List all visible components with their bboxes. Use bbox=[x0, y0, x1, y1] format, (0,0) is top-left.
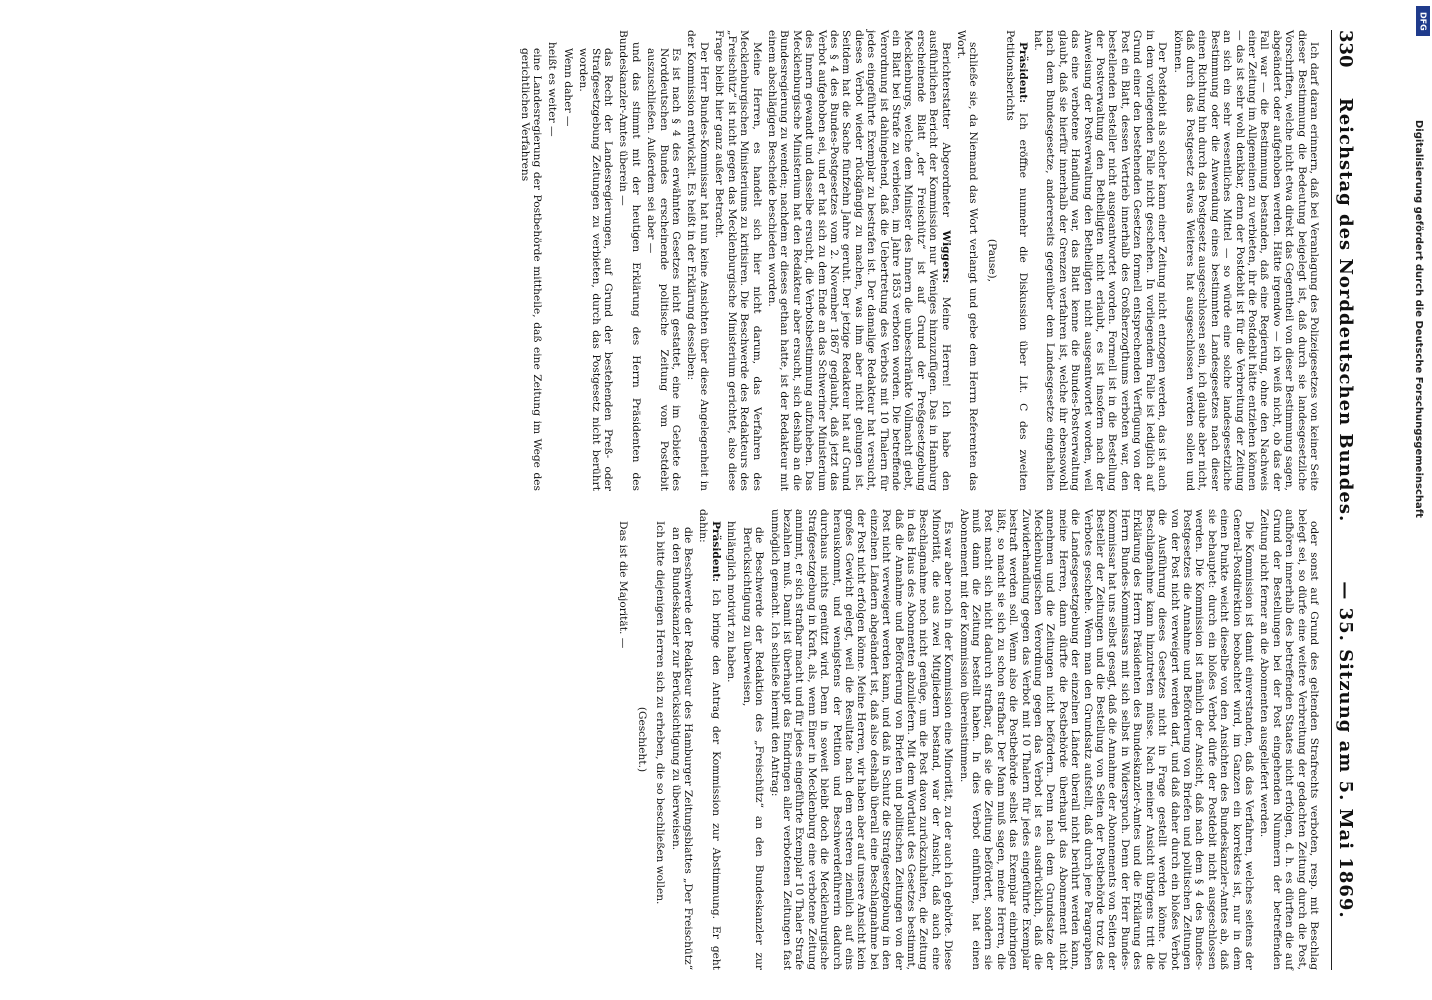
speaker-name: Präsident: bbox=[1016, 42, 1029, 104]
motion: die Beschwerde der Redaktion des „Freischütz“ an den Bundeskanzler zur Berücksichtigung zu überweisen, bbox=[740, 527, 766, 970]
pause-note: (Pause), bbox=[985, 238, 998, 283]
header-title-left: Reichstag des Norddeutschen Bundes. bbox=[1335, 97, 1357, 523]
page-number: 330 bbox=[1335, 30, 1357, 68]
digitization-credit: Digitalisierung gefördert durch die Deutsche Forschungsgemeinschaft bbox=[1413, 120, 1424, 518]
running-head bbox=[1331, 30, 1360, 970]
quote: das Recht der Landesregierungen, auf Grund der bestehenden Preß- oder Strafgesetzgebung Zeitungen zu verbieten, durch das Postgesetz nicht berührt worden. bbox=[577, 48, 615, 491]
paragraph: schließe sie, da Niemand das Wort verlangt und gebe dem Herrn Referenten das Wort. bbox=[955, 30, 980, 491]
header-title-right: — 35. Sitzung am 5. Mai 1869. bbox=[1335, 581, 1357, 919]
speaker-name: Wiggers: bbox=[939, 230, 952, 284]
left-column bbox=[66, 30, 1320, 491]
quote: Wenn daher — bbox=[561, 48, 574, 127]
speaker-text: Ich bringe den Antrag der Kommission zur Abstimmung. Er geht dahin: bbox=[697, 509, 722, 970]
speech bbox=[766, 30, 952, 491]
document-page bbox=[66, 30, 1366, 970]
text-columns bbox=[66, 30, 1320, 970]
paragraph: Ich darf daran erinnern, daß bei Veranlagung des Polizeigesetzes von keiner Seite dieser Bestimmung die Bedeutung beigelegt ist, daß durch sie landesgesetzliche Vorschriften, welche nicht etwa direkt das Gegentheil von dieser Bestimmung sagen, abgeändert oder aufgehoben werden. Hätte irgendwo — ich weiß nicht, ob das der Fall war — die Bestimmung bestanden, daß eine Regierung, ohne den Nachweis einer Zeitung im Allgemeinen zu verbieten, ihr die Postdebit hätte entziehen können — das ist sehr wohl denkbar, denn der Postdebit ist für die Verbreitung der Zeitung an sich ein sehr wesentliches Mittel — so würde eine solche landesgesetzliche Bestimmung oder die Anwendung eines bestimmten Landesgesetzes nach dieser einen Richtung hin durch das Postgesetz ausgeschlossen sein, ich glaube aber nicht, daß durch das Postgesetz etwas Weiteres hat ausgeschlossen werden sollen und können. bbox=[1171, 30, 1320, 491]
paragraph: Das ist die Majorität. — bbox=[617, 521, 630, 649]
paragraph: Der Postdebit als solcher kann einer Zeitung nicht entzogen werden, das ist auch in dem vorliegenden Falle nicht geschehen. In vorliegendem Falle ist lediglich auf Grund einer den bestehenden Gesetzen formell entsprechenden Verfügung von der Post ein Blatt, dessen Vertrieb innerhalb des Großherzogthums verboten war, den bestellenden Besteller nicht ausgeantwortet worden. Formell ist in die Bestellung der Postverwaltung den Betheiligten nicht erlaubt, es ist insofern nach der Anweisung der Postverwaltung den Betheiligten nicht ausgeantwortet worden, weil das eine verbotene Handlung war, das Blatt kenne die Bundes-Postverwaltung glaubt, daß sie hierfür innerhalb der Grenzen verfahren ist, welche ihr ebensowohl nach dem Bundesgesetze, andererseits gegenüber dem Landesgesetze eingehalten hat. bbox=[1032, 30, 1169, 491]
paragraph: und das stimmt mit der heutigen Erklärung des Herrn Präsidenten des Bundeskanzler-Amtes überein — bbox=[617, 30, 642, 491]
speaker-prefix: Berichterstatter Abgeordneter bbox=[939, 42, 952, 217]
quote: Es ist nach § 4 des erwähnten Gesetzes nicht gestattet, eine im Gebiete des Norddeutschen Bundes erscheinende politische Zeitung vom Postdebit auszuschließen. Außerdem sei aber — bbox=[645, 48, 683, 491]
speaker-text: Meine Herren! Ich habe den ausführlichen Bericht der Kommission nur Weniges hinzuzufügen. Das in Hamburg erscheinende Blatt „der Freischütz“ ist auf Grund der Preßgesetzgebung Mecklenburgs, welche dem Minister des Innern die unbeschränkte Vollmacht giebt, ein Blatt bei Strafe zu verbieten, im Jahre 1853 verboten worden. Die betreffende Verordnung ist dahingehend, daß die Uebertretung des Verbots mit 10 Thalern für jedes eingeführte Exemplar zu bestrafen ist. Der damalige Redakteur hat versucht, dieses Verbot wieder rückgängig zu machen, was ihm aber nicht gelungen ist. Seitdem hat die Sache fünfzehn Jahre geruht. Der jetzige Redakteur hat auf Grund des § 4 des Bundes-Postgesetzes vom 2. November 1867 geglaubt, daß jetzt das Verbot aufgehoben sei, und er hat sich zu dem Ende an das Schweriner Ministerium des Innern gewandt und dasselbe ersucht, die Verbotsbestimmung aufzuheben. Das Mecklenburgische Ministerium hat den Redakteur aber ersucht, sich deshalb an die Bundesregierung zu wenden; nachdem er dieses gethan hatte, ist der Redakteur mit einem abschlägigen Bescheide beschieden worden. bbox=[765, 30, 952, 491]
president-remark bbox=[697, 509, 722, 970]
right-column bbox=[66, 509, 1320, 970]
quote: eine Landesregierung der Postbehörde mittheile, daß eine Zeitung im Wege des gerichtlichen Verfahrens bbox=[518, 48, 544, 491]
paragraph: Der Herr Bundes-Kommissar hat nun keine Ansichten über diese Angelegenheit in der Kommission entwickelt. Es heißt in der Erklärung desselben: bbox=[685, 30, 710, 491]
motion: die Beschwerde der Redakteur des Hamburger Zeitungsblattes „Der Freischütz“ an den Bundeskanzler zur Berücksichtigung zu überweisen. bbox=[669, 527, 695, 970]
result-note: (Geschieht.) bbox=[635, 706, 648, 773]
paragraph: oder sonst auf Grund des geltenden Strafrechts verboten, resp. mit Beschlag belegt sei, so dürfe eine weitere Verbreitung der gedachten Zeitung durch die Post, aufhören innerhalb des betreffenden Staates nicht erfolgen, d. h. es dürften die auf Grund der Bestellungen bei der Post eingehenden Nummern der betreffenden Zeitung nicht ferner an die Abonnenten ausgeliefert werden. bbox=[1258, 509, 1320, 970]
paragraph: Meine Herren, es handelt sich hier nicht darum, das Verfahren des Mecklenburgischen Ministeriums zu kritisiren. Die Beschwerde des Redakteurs des „Freischütz“ ist nicht gegen das Mecklenburgische Ministerium gerichtet, also diese Frage bleibt hier ganz außer Betracht. bbox=[713, 30, 763, 491]
paragraph: Die Kommission ist damit einverstanden, daß das Verfahren, welches seitens der General-Postdirektion beobachtet wird, im Ganzen ein korrektes ist, nur in dem einen Punkte weicht dieselbe von den Ansichten des Bundeskanzler-Amtes ab, daß sie behauptet: durch ein bloßes Verbot dürfe der Postdebit nicht ausgeschlossen werden. Die Kommission ist nämlich der Ansicht, daß nach dem § 4 des Bundes-Postgesetzes die Annahme und Beförderung von Briefen und politischen Zeitungen von der Post nicht verweigert werden darf, und daß daher durch ein bloßes Verbot die Ausführung dieses Gesetzes nicht in Frage gestellt werden könne. Die Beschlagnahme kann hinzutreten müsse. Nach meiner Ansicht übrigens tritt die Erklärung des Herrn Präsidenten des Bundeskanzler-Amtes und die Erklärung des Herrn Bundes-Kommissars mit sich selbst in Widerspruch. Denn der Herr Bundes-Kommissar hat uns selbst gesagt, daß die Annahme der Abonnements von Seiten der Besteller der Zeitungen und die Bestellung von Seiten der Postbehörde trotz des Verbotes geschehe. Wenn man den Grundsatz aufstellt, daß durch jene Paragraphen die Landesgesetzgebung der einzelnen Länder überall nicht berührt werden kann, meine Herren, dann dürfte die Postbehörde überhaupt das Abonnement nicht annehmen und die Zeitungen nicht befördern. Denn nach dem Grundsatze der Mecklenburgischen Verordnung gegen das Verbot ist es ausdrücklich, daß die Zuwiderhandlung gegen das Verbot mit 10 Thalern für jedes eingeführte Exemplar bestraft werden soll. Wenn also die Postbehörde selbst das Exemplar einbringen läßt, so macht sie sich zu schon strafbar. Der Mann muß sagen, meine Herren, die Post macht sich nicht dadurch strafbar, daß sie die Zeitung befördert, sondern sie muß dann die Zeitung bestellt haben. In dies Verbot einführen, hat einen Abonnement mit der Kommission übereinstimmen. bbox=[957, 509, 1255, 970]
president-remark bbox=[1004, 30, 1029, 491]
speaker-name: Präsident: bbox=[709, 521, 722, 583]
speaker-text: Ich eröffne nunmehr die Diskussion über Lit. C des zweiten Petitionsberichts bbox=[1004, 30, 1029, 491]
paragraph: hinlänglich motivirt zu haben. bbox=[725, 521, 738, 683]
paragraph: Ich bitte diejenigen Herren sich zu erheben, die so beschließen wollen. bbox=[654, 521, 667, 905]
paragraph: heißt es weiter — bbox=[546, 42, 559, 137]
dfg-logo: DFG bbox=[1416, 6, 1430, 36]
paragraph: Es war aber noch in der Kommission eine Minorität, zu der auch ich gehörte. Diese Minorität, die aus zwei Mitgliedern bestand, war der Ansicht, daß auch eine Beschlagnahme noch nicht genüge, um die Post davon zurückzuhalten, die Zeitung in das Haus des Abonnenten abzuliefern. Mit dem Wortlaut des Gesetzes bestimmt, daß die Annahme und Beförderung von Briefen und politischen Zeitungen von der Post nicht verweigert werden kann, und daß in Schutz die Strafgesetzgebung in den einzelnen Ländern abgeändert ist, daß also deshalb überall eine Beschlagnahme bei der Post nicht erfolgen könne. Meine Herren, wir haben aber auf unsere Ansicht kein großes Gewicht gelegt, weil die Resultate nach dem ersteren ziemlich auf eins herauskommt, und wenigstens der Petition und Beschwerdeführerin dadurch durchaus nichts genützt wird. Denn in soweit bleibt doch die Mecklenburgische Strafgesetzgebung in Kraft, als, wenn Einer in Mecklenburg eine verbotene Zeitung annimmt, er sich strafbar macht und für jedes eingeführte Exemplar 10 Thaler Strafe bezahlen muß. Damit ist überhaupt das Eindringen aller verbotenen Zeitungen fast unmöglich gemacht. Ich schließe hiermit den Antrag: bbox=[768, 509, 955, 970]
